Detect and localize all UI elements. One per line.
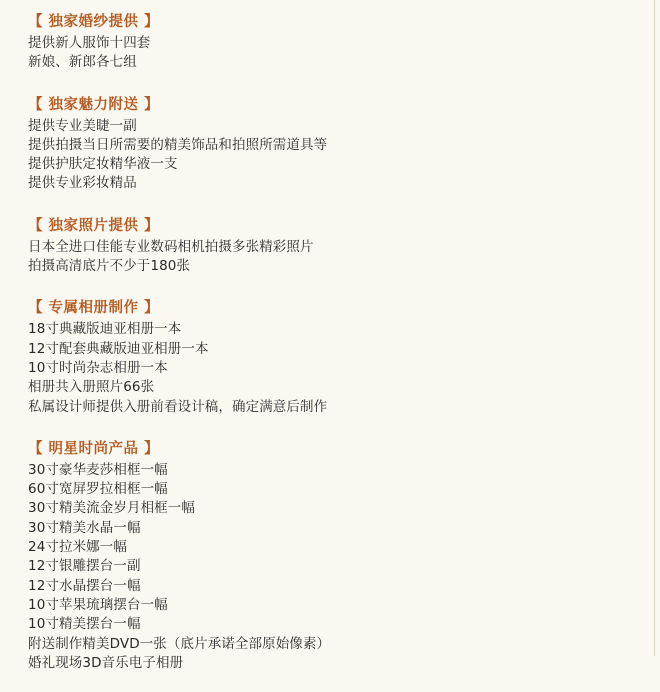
list-item: 婚礼现场3D音乐电子相册 bbox=[28, 654, 184, 671]
section-title: 【 专属相册制作 】 bbox=[28, 299, 160, 317]
list-item: 新娘、新郎各七组 bbox=[28, 54, 137, 71]
list-item: 24寸拉米娜一幅 bbox=[28, 539, 127, 556]
list-item: 12寸配套典藏版迪亚相册一本 bbox=[28, 340, 209, 357]
list-item: 18寸典藏版迪亚相册一本 bbox=[28, 321, 182, 338]
section-wedding-dress bbox=[28, 9, 648, 73]
list-item: 提供新人服饰十四套 bbox=[28, 35, 151, 51]
list-item: 提供专业彩妆精品 bbox=[28, 175, 137, 192]
list-item: 拍摄高清底片不少于180张 bbox=[28, 258, 191, 275]
section-photos bbox=[28, 213, 648, 277]
section-title: 【 独家照片提供 】 bbox=[28, 216, 160, 234]
package-details bbox=[28, 9, 648, 692]
list-item: 60寸宽屏罗拉相框一幅 bbox=[28, 481, 168, 498]
list-item: 12寸银雕摆台一副 bbox=[28, 558, 141, 575]
list-item: 附送制作精美DVD一张（底片承诺全部原始像素） bbox=[28, 635, 331, 652]
section-title: 【 明星时尚产品 】 bbox=[28, 439, 160, 457]
list-item: 12寸水晶摆台一幅 bbox=[28, 577, 141, 594]
section-title: 【 独家婚纱提供 】 bbox=[28, 13, 160, 30]
list-item: 私属设计师提供入册前看设计稿，确定满意后制作 bbox=[28, 398, 328, 415]
list-item: 30寸精美水晶一幅 bbox=[28, 519, 141, 536]
section-gifts bbox=[28, 92, 648, 194]
list-item: 提供拍摄当日所需要的精美饰品和拍照所需道具等 bbox=[28, 136, 328, 153]
list-item: 30寸精美流金岁月相框一幅 bbox=[28, 500, 195, 517]
list-item: 30寸豪华麦莎相框一幅 bbox=[28, 461, 168, 478]
section-albums bbox=[28, 295, 648, 416]
section-products bbox=[28, 436, 648, 673]
list-item: 提供护肤定妆精华液一支 bbox=[28, 156, 178, 173]
list-item: 10寸苹果琉璃摆台一幅 bbox=[28, 596, 168, 613]
section-title: 【 独家魅力附送 】 bbox=[28, 95, 160, 113]
list-item: 10寸时尚杂志相册一本 bbox=[28, 359, 168, 376]
list-item: 提供专业美睫一副 bbox=[28, 117, 137, 134]
list-item: 日本全进口佳能专业数码相机拍摄多张精彩照片 bbox=[28, 238, 314, 255]
list-item: 10寸精美摆台一幅 bbox=[28, 616, 141, 633]
list-item: 相册共入册照片66张 bbox=[28, 379, 155, 396]
